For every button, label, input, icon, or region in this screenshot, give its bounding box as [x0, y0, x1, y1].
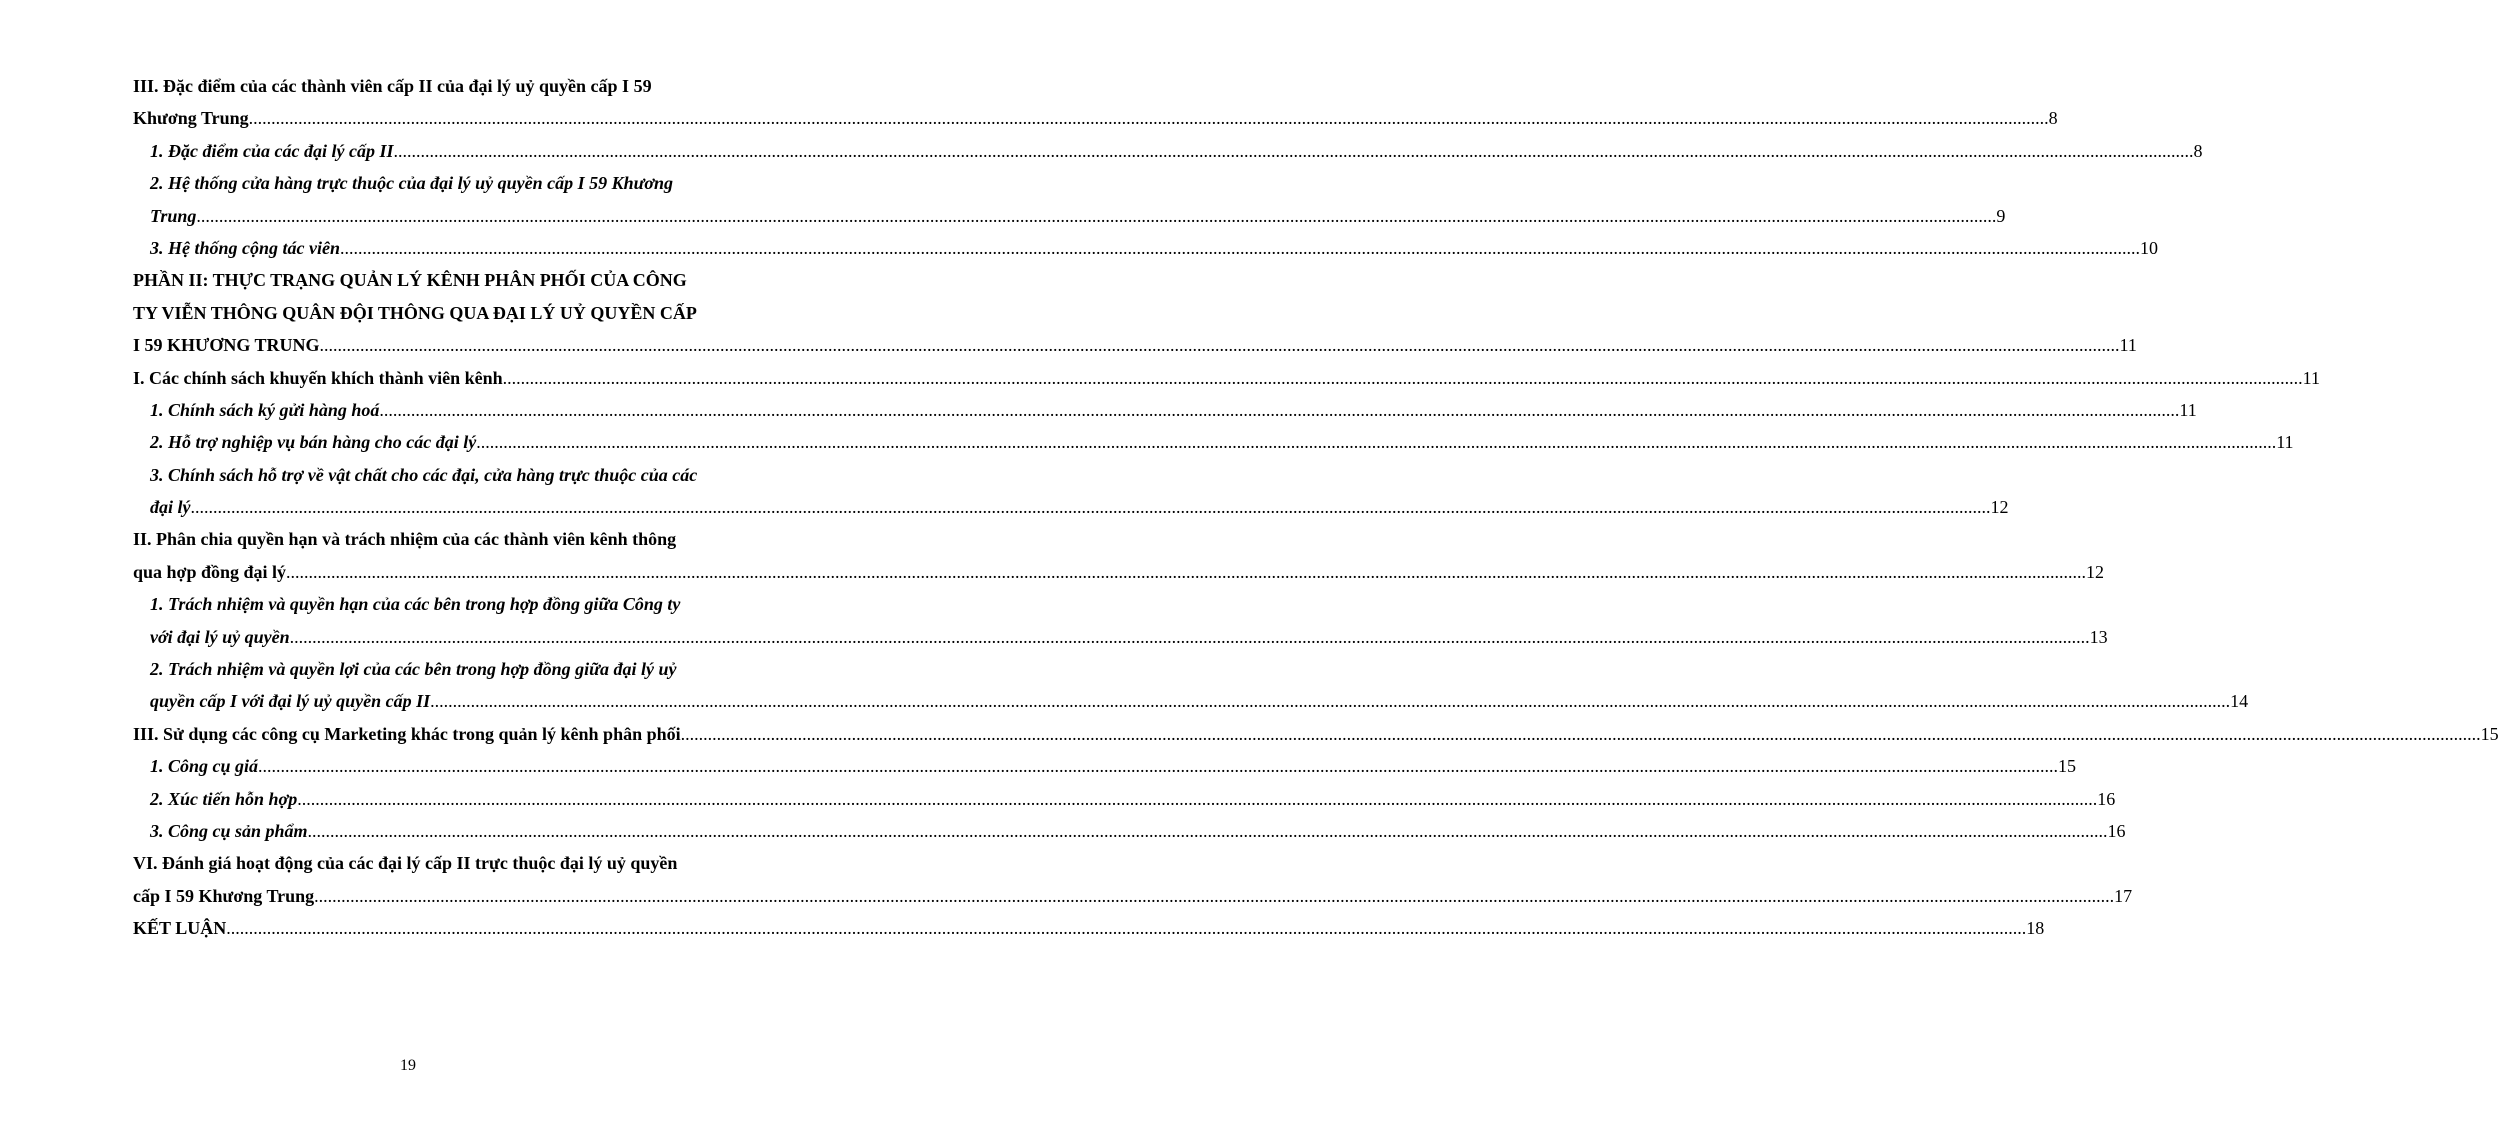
- page-number: 19: [400, 1057, 416, 1074]
- toc-entry-text: quyền cấp I với đại lý uỷ quyền cấp II: [150, 691, 431, 712]
- toc-page-number: 18: [2026, 918, 2045, 939]
- toc-subentry[interactable]: [150, 588, 2108, 653]
- toc-entry-text: 2. Xúc tiến hỗn hợp: [150, 788, 298, 809]
- toc-subentry[interactable]: [150, 653, 2249, 718]
- toc-entry-text: 3. Chính sách hỗ trợ về vật chất cho các đại, cửa hàng trực thuộc của các: [150, 464, 698, 485]
- toc-subentry[interactable]: [150, 135, 2203, 167]
- dot-leader: ................................................................................................................................................................................................................................................................................................................................................................................................................: [393, 140, 2194, 161]
- toc-subentry[interactable]: [150, 394, 2197, 426]
- toc-entry-text: 1. Trách nhiệm và quyền hạn của các bên trong hợp đồng giữa Công ty: [150, 594, 681, 615]
- toc-entry-text: KẾT LUẬN: [133, 918, 227, 939]
- toc-entry-text: I. Các chính sách khuyến khích thành viên kênh: [133, 367, 503, 388]
- toc-page-number: 12: [2086, 561, 2105, 582]
- toc-entry-text: 2. Hỗ trợ nghiệp vụ bán hàng cho các đại lý: [150, 432, 477, 453]
- dot-leader: ................................................................................................................................................................................................................................................................................................................................................................................................................: [379, 399, 2180, 420]
- toc-page-number: 16: [2107, 820, 2126, 841]
- toc-page-number: 15: [2480, 723, 2499, 744]
- dot-leader: ................................................................................................................................................................................................................................................................................................................................................................................................................: [680, 723, 2481, 744]
- toc-page-number: 11: [2119, 335, 2137, 356]
- toc-entry-text: 1. Đặc điểm của các đại lý cấp II: [150, 140, 394, 161]
- toc-page-number: 8: [2193, 140, 2203, 161]
- toc-page-number: 15: [2058, 756, 2077, 777]
- toc-subentry[interactable]: [150, 750, 2077, 782]
- dot-leader: ................................................................................................................................................................................................................................................................................................................................................................................................................: [286, 561, 2087, 582]
- dot-leader: ................................................................................................................................................................................................................................................................................................................................................................................................................: [340, 237, 2140, 258]
- dot-leader: ................................................................................................................................................................................................................................................................................................................................................................................................................: [430, 691, 2231, 712]
- toc-entry-text: qua hợp đồng đại lý: [133, 561, 287, 582]
- toc-entry[interactable]: [133, 523, 2105, 588]
- toc-subentry[interactable]: [150, 459, 2009, 524]
- toc-entry-text: I 59 KHƯƠNG TRUNG: [133, 335, 320, 356]
- dot-leader: ................................................................................................................................................................................................................................................................................................................................................................................................................: [307, 820, 2108, 841]
- toc-page-number: 11: [2302, 367, 2320, 388]
- toc-entry-text: Khương Trung: [133, 108, 249, 129]
- toc-page-number: 10: [2140, 237, 2158, 258]
- toc-entry[interactable]: [133, 70, 2058, 135]
- toc-entry-text: PHẦN II: THỰC TRẠNG QUẢN LÝ KÊNH PHÂN PHỐI CỦA CÔNG: [133, 270, 687, 291]
- toc-page-number: 9: [1996, 205, 2006, 226]
- toc-entry-text: 1. Chính sách ký gửi hàng hoá: [150, 399, 380, 420]
- toc-entry-text: III. Đặc điểm của các thành viên cấp II của đại lý uỷ quyền cấp I 59: [133, 76, 652, 96]
- toc-entry-text: 3. Hệ thống cộng tác viên: [150, 237, 340, 258]
- toc-entry-text: Trung: [150, 205, 197, 226]
- dot-leader: ................................................................................................................................................................................................................................................................................................................................................................................................................: [226, 918, 2027, 939]
- toc-page-number: 14: [2230, 691, 2249, 712]
- dot-leader: ................................................................................................................................................................................................................................................................................................................................................................................................................: [502, 367, 2303, 388]
- dot-leader: ................................................................................................................................................................................................................................................................................................................................................................................................................: [258, 756, 2059, 777]
- toc-page-number: 17: [2114, 885, 2133, 906]
- toc-entry-text: III. Sử dụng các công cụ Marketing khác trong quản lý kênh phân phối: [133, 723, 681, 744]
- dot-leader: ................................................................................................................................................................................................................................................................................................................................................................................................................: [196, 205, 1997, 226]
- toc-entry-text: đại lý: [150, 497, 191, 518]
- toc-page-number: 13: [2089, 626, 2108, 647]
- toc-entry-text: 3. Công cụ sản phẩm: [150, 820, 308, 841]
- toc-entry-text: II. Phân chia quyền hạn và trách nhiệm của các thành viên kênh thông: [133, 529, 677, 550]
- toc-page-number: 16: [2097, 788, 2116, 809]
- toc-subentry[interactable]: [150, 426, 2294, 458]
- toc-entry-text: 1. Công cụ giá: [150, 756, 259, 777]
- toc-subentry[interactable]: [150, 815, 2126, 847]
- toc-subentry[interactable]: [150, 232, 2158, 264]
- toc-entry-text: với đại lý uỷ quyền: [150, 626, 290, 647]
- dot-leader: ................................................................................................................................................................................................................................................................................................................................................................................................................: [297, 788, 2098, 809]
- toc-entry[interactable]: [133, 362, 2320, 394]
- dot-leader: ................................................................................................................................................................................................................................................................................................................................................................................................................: [314, 885, 2115, 906]
- dot-leader: ................................................................................................................................................................................................................................................................................................................................................................................................................: [476, 432, 2277, 453]
- dot-leader: ................................................................................................................................................................................................................................................................................................................................................................................................................: [248, 108, 2049, 129]
- toc-entry[interactable]: [133, 847, 2133, 912]
- toc-entry-text: 2. Trách nhiệm và quyền lợi của các bên trong hợp đồng giữa đại lý uỷ: [150, 659, 677, 680]
- toc-entry-text: 2. Hệ thống cửa hàng trực thuộc của đại lý uỷ quyền cấp I 59 Khương: [150, 173, 674, 194]
- toc-page-number: 11: [2276, 432, 2294, 453]
- toc-page-number: 12: [1990, 497, 2009, 518]
- toc-entry[interactable]: [133, 264, 2137, 361]
- dot-leader: ................................................................................................................................................................................................................................................................................................................................................................................................................: [319, 335, 2120, 356]
- toc-entry-text: VI. Đánh giá hoạt động của các đại lý cấp II trực thuộc đại lý uỷ quyền: [133, 853, 678, 874]
- toc-entry[interactable]: [133, 912, 2045, 944]
- toc-subentry[interactable]: [150, 783, 2116, 815]
- toc-subentry[interactable]: [150, 167, 2006, 232]
- toc-page-number: 11: [2179, 399, 2197, 420]
- toc-entry-text: cấp I 59 Khương Trung: [133, 885, 315, 906]
- toc-entry-text: TY VIỄN THÔNG QUÂN ĐỘI THÔNG QUA ĐẠI LÝ UỶ QUYỀN CẤP: [133, 302, 697, 323]
- dot-leader: ................................................................................................................................................................................................................................................................................................................................................................................................................: [190, 497, 1991, 518]
- toc-page-number: 8: [2048, 108, 2058, 129]
- toc-entry[interactable]: [133, 718, 2499, 750]
- table-of-contents: [133, 70, 2499, 945]
- dot-leader: ................................................................................................................................................................................................................................................................................................................................................................................................................: [289, 626, 2090, 647]
